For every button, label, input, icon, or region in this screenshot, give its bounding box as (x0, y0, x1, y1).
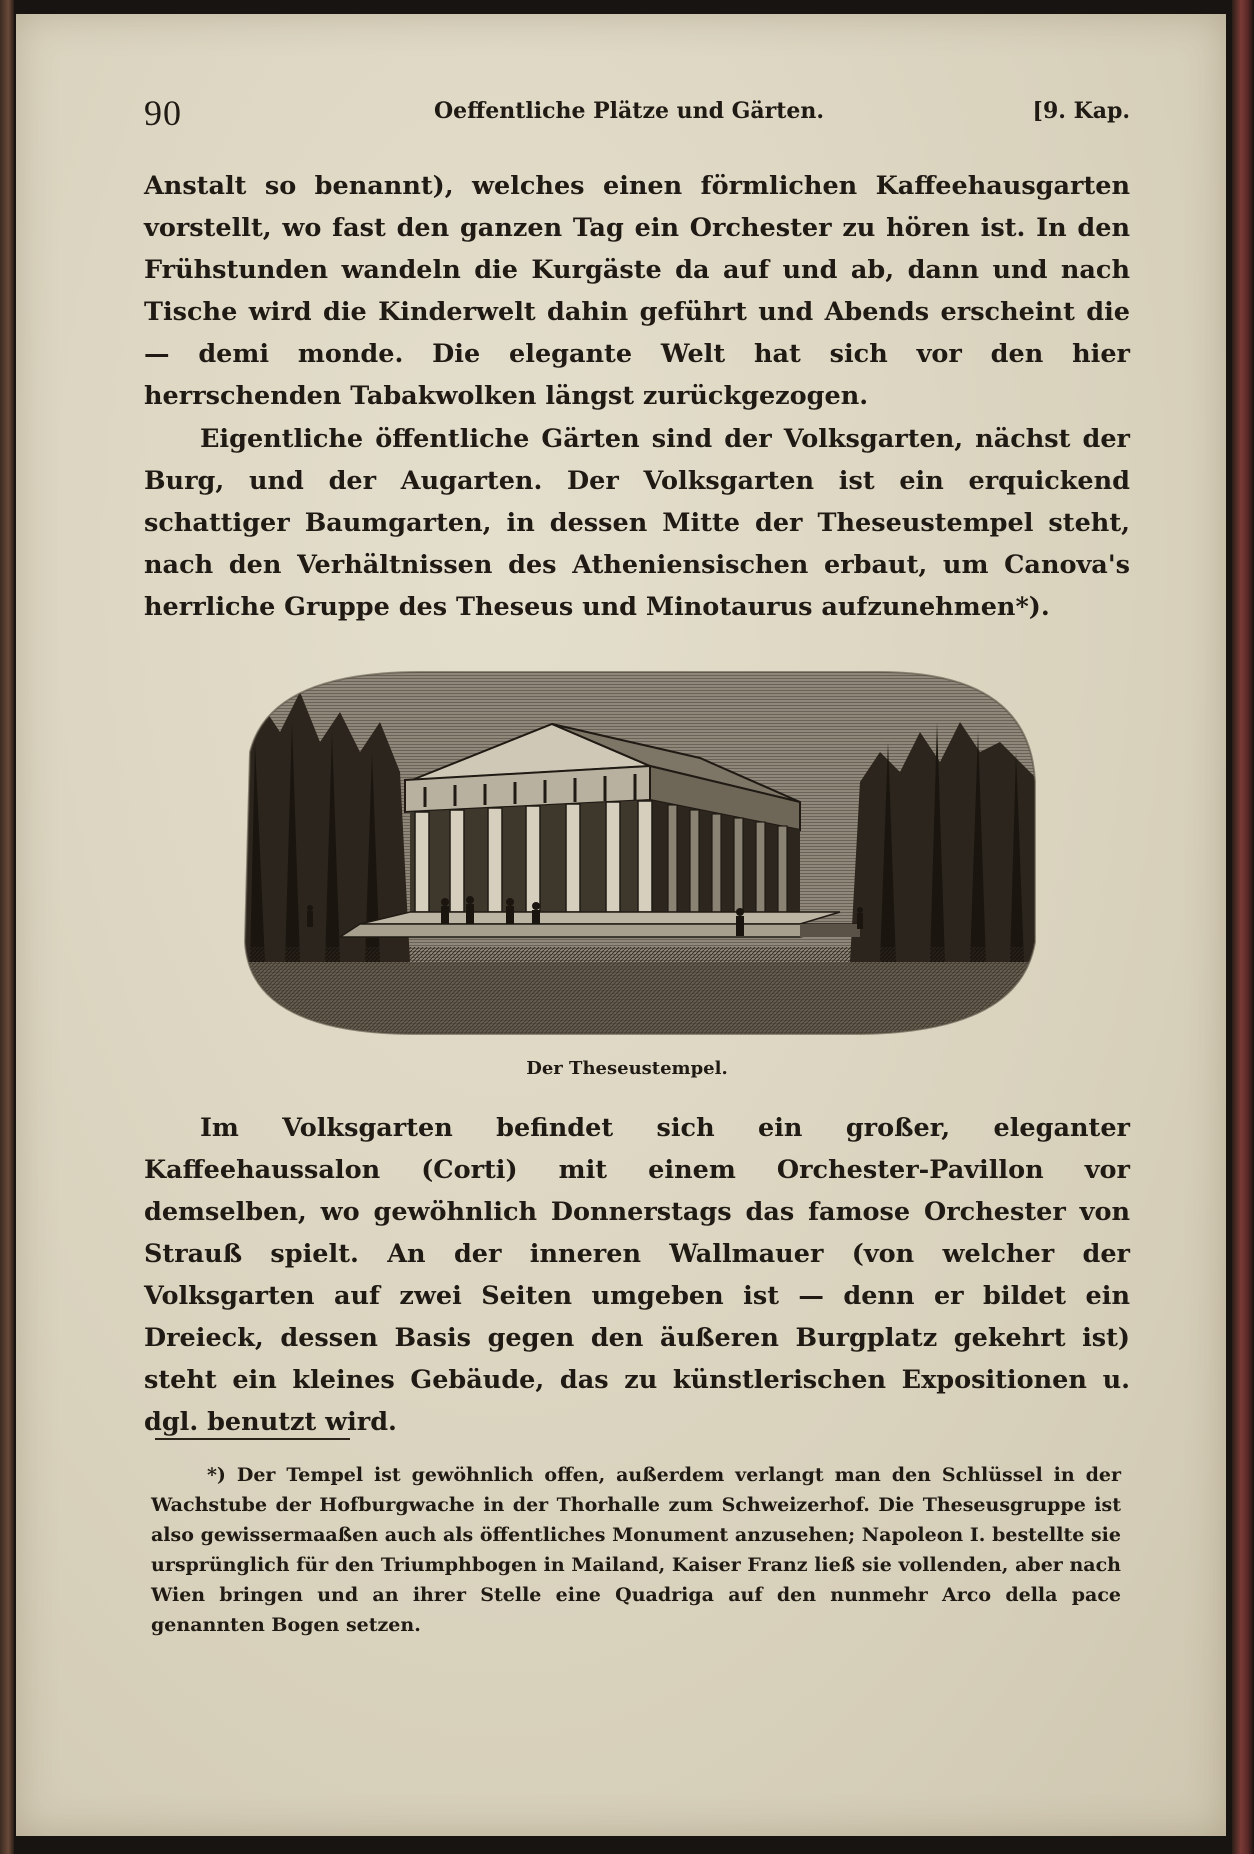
theseus-temple-engraving (240, 662, 1040, 1042)
footnote: *) Der Tempel ist gewöhnlich offen, außerdem verlangt man den Schlüssel in der Wachstube der Hofburgwache in der Thorhalle zum Schweizerhof. Die Theseusgruppe ist also gewissermaaßen auch als öffentliches Monument anzusehen; Napoleon I. bestellte sie ursprünglich für den Triumphbogen in Mailand, Kaiser Franz ließ sie vollenden, aber nach Wien bringen und an ihrer Stelle eine Quadriga auf den nunmehr Arco della pace genannten Bogen setzen. (151, 1464, 1121, 1636)
page-header (144, 92, 1130, 140)
chapter-marker: [9. Kap. (1032, 98, 1130, 124)
paragraph-1: Anstalt so benannt), welches einen förmlichen Kaffeehausgarten vorstellt, wo fast den ganzen Tag ein Orchester zu hören ist. In den Frühstunden wandeln die Kurgäste da auf und ab, dann und nach Tische wird die Kinderwelt dahin geführt und Abends erscheint die — demi monde. Die elegante Welt hat sich vor den hier herrschenden Tabakwolken längst zurückgezogen. (144, 171, 1130, 411)
running-title: Oeffentliche Plätze und Gärten. (434, 98, 825, 124)
paragraph-3: Im Volksgarten befindet sich ein großer, eleganter Kaffeehaussalon (Corti) mit einem Orchester-Pavillon vor demselben, wo gewöhnlich Donnerstags das famose Orchester von Strauß spielt. An der inneren Wallmauer (von welcher der Volksgarten auf zwei Seiten umgeben ist — denn er bildet ein Dreieck, dessen Basis gegen den äußeren Burgplatz gekehrt ist) steht ein kleines Gebäude, das zu künstlerischen Expositionen u. dgl. benutzt wird. (144, 1113, 1130, 1437)
figure-caption: Der Theseustempel. (526, 1058, 728, 1079)
page-number: 90 (144, 93, 182, 133)
footnote-rule (155, 1438, 350, 1440)
book-edge-left (0, 0, 14, 1854)
book-edge-right (1232, 0, 1254, 1854)
paragraph-2: Eigentliche öffentliche Gärten sind der Volksgarten, nächst der Burg, und der Augarten. Der Volksgarten ist ein erquickend schattiger Baumgarten, in dessen Mitte der Theseustempel steht, nach den Verhältnissen des Atheniensischen erbaut, um Canova's herrliche Gruppe des Theseus und Minotaurus aufzunehmen*). (144, 424, 1130, 622)
